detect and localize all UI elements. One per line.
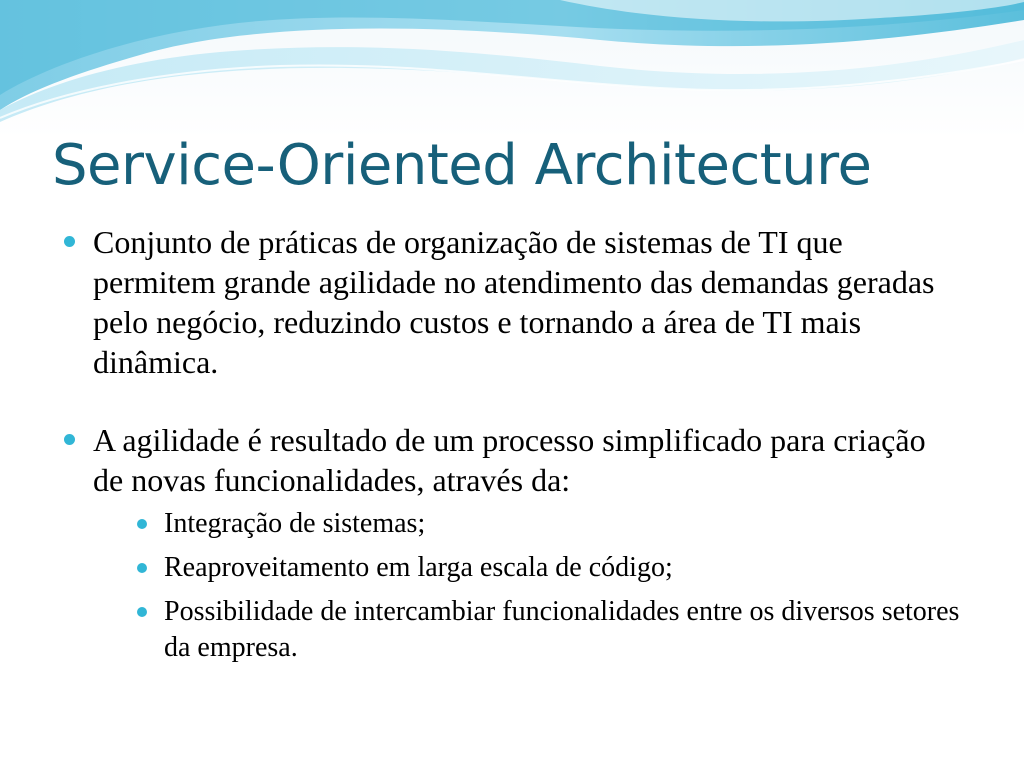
sub-bullet-item [135, 594, 962, 666]
sub-bullet-item [135, 550, 962, 586]
sub-bullet-list [135, 506, 962, 666]
sub-bullet-dot-icon [137, 563, 147, 573]
bullet-item [62, 420, 962, 666]
bullet-text: Conjunto de práticas de organização de sistemas de TI que permitem grande agilidade no atendimento das demandas geradas pelo negócio, reduzindo custos e tornando a área de TI mais dinâmica. [93, 224, 935, 380]
sub-bullet-text: Reaproveitamento em larga escala de código; [164, 552, 673, 583]
sub-bullet-dot-icon [137, 519, 147, 529]
bullet-dot-icon [64, 434, 75, 445]
sub-bullet-item [135, 506, 962, 542]
sub-bullet-text: Possibilidade de intercambiar funcionalidades entre os diversos setores da empresa. [164, 596, 960, 663]
bullet-dot-icon [64, 236, 75, 247]
bullet-list [62, 222, 962, 666]
decorative-wave-header [0, 0, 1024, 130]
bullet-text: A agilidade é resultado de um processo simplificado para criação de novas funcionalidades, através da: [93, 422, 926, 498]
bullet-item [62, 222, 962, 382]
sub-bullet-dot-icon [137, 607, 147, 617]
sub-bullet-text: Integração de sistemas; [164, 508, 426, 539]
slide-title: Service-Oriented Architecture [52, 133, 872, 198]
